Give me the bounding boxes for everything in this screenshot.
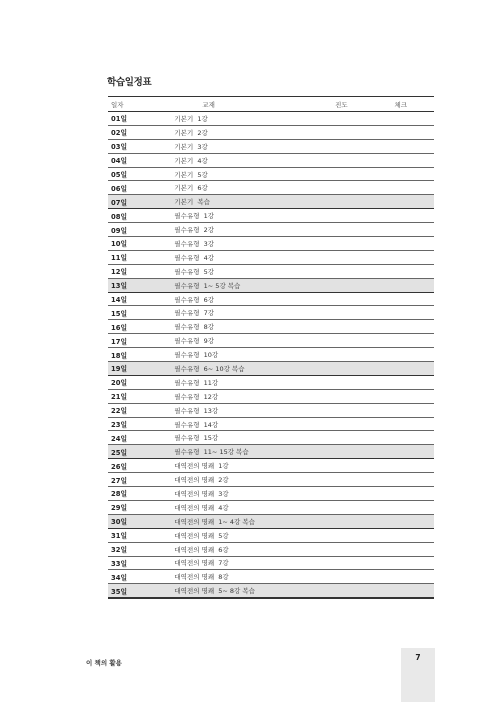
table-row bbox=[108, 195, 434, 209]
row-day: 20일 bbox=[111, 379, 128, 388]
footer-section-label: 이 책의 활용 bbox=[86, 659, 122, 667]
row-day: 15일 bbox=[111, 309, 128, 318]
row-textbook: 대역전의 명쾌 7강 bbox=[174, 559, 229, 568]
table-row bbox=[108, 515, 434, 529]
table-row bbox=[108, 570, 434, 584]
table-row bbox=[108, 431, 434, 445]
row-day: 06일 bbox=[111, 184, 128, 193]
page-number: 7 bbox=[415, 653, 421, 662]
row-day: 18일 bbox=[111, 351, 128, 360]
table-row bbox=[108, 348, 434, 362]
table-row bbox=[108, 390, 434, 404]
row-day: 16일 bbox=[111, 323, 128, 332]
row-textbook: 대역전의 명쾌 3강 bbox=[174, 489, 229, 498]
row-day: 27일 bbox=[111, 476, 128, 485]
row-textbook: 필수유형 7강 bbox=[174, 309, 215, 318]
row-textbook: 대역전의 명쾌 8강 bbox=[174, 573, 229, 582]
row-textbook: 필수유형 3강 bbox=[174, 239, 215, 248]
row-textbook: 기본기 5강 bbox=[174, 170, 208, 179]
page-tab bbox=[401, 648, 435, 702]
row-textbook: 필수유형 13강 bbox=[174, 406, 219, 415]
row-day: 08일 bbox=[111, 212, 128, 221]
row-textbook: 필수유형 8강 bbox=[174, 323, 215, 332]
row-day: 04일 bbox=[111, 157, 128, 166]
row-textbook: 필수유형 6강 bbox=[174, 295, 215, 304]
row-day: 21일 bbox=[111, 393, 128, 402]
row-textbook: 필수유형 14강 bbox=[174, 420, 219, 429]
row-textbook: 대역전의 명쾌 1강 bbox=[174, 462, 229, 471]
row-textbook: 기본기 4강 bbox=[174, 156, 208, 165]
row-textbook: 필수유형 1~ 5강 복습 bbox=[174, 281, 241, 290]
row-day: 25일 bbox=[111, 448, 128, 457]
row-textbook: 필수유형 4강 bbox=[174, 253, 215, 262]
row-textbook: 대역전의 명쾌 5~ 8강 복습 bbox=[174, 587, 255, 596]
table-row bbox=[108, 543, 434, 557]
row-textbook: 기본기 3강 bbox=[174, 142, 208, 151]
table-row bbox=[108, 265, 434, 279]
row-textbook: 대역전의 명쾌 4강 bbox=[174, 503, 229, 512]
row-day: 30일 bbox=[111, 518, 128, 527]
table-row bbox=[108, 459, 434, 473]
row-day: 14일 bbox=[111, 296, 128, 305]
table-row bbox=[108, 404, 434, 418]
row-day: 11일 bbox=[111, 254, 128, 263]
table-row bbox=[108, 557, 434, 571]
row-textbook: 필수유형 11강 bbox=[174, 378, 219, 387]
row-textbook: 필수유형 12강 bbox=[174, 392, 219, 401]
row-textbook: 대역전의 명쾌 5강 bbox=[174, 531, 229, 540]
row-day: 17일 bbox=[111, 337, 128, 346]
row-day: 05일 bbox=[111, 171, 128, 179]
table-row bbox=[108, 237, 434, 251]
page-title: 학습일정표 bbox=[107, 77, 152, 88]
row-day: 32일 bbox=[111, 546, 128, 555]
table-row bbox=[108, 223, 434, 237]
row-textbook: 필수유형 11~ 15강 복습 bbox=[174, 448, 249, 457]
row-textbook: 필수유형 5강 bbox=[174, 267, 215, 276]
table-row bbox=[108, 320, 434, 334]
row-day: 28일 bbox=[111, 490, 128, 499]
table-row bbox=[108, 168, 434, 182]
row-textbook: 대역전의 명쾌 2강 bbox=[174, 476, 229, 485]
table-row bbox=[108, 251, 434, 265]
table-body bbox=[108, 112, 434, 598]
table-row bbox=[108, 487, 434, 501]
row-day: 19일 bbox=[111, 365, 128, 374]
header-progress: 진도 bbox=[335, 100, 348, 109]
table-row bbox=[108, 112, 434, 126]
row-day: 09일 bbox=[111, 226, 128, 235]
row-day: 22일 bbox=[111, 407, 128, 416]
table-row bbox=[108, 362, 434, 376]
table-row bbox=[108, 181, 434, 195]
row-day: 23일 bbox=[111, 421, 128, 430]
table-row bbox=[108, 140, 434, 154]
table-row bbox=[108, 154, 434, 168]
row-day: 31일 bbox=[111, 532, 128, 541]
row-day: 01일 bbox=[111, 115, 128, 124]
row-textbook: 대역전의 명쾌 6강 bbox=[174, 545, 229, 554]
row-day: 26일 bbox=[111, 462, 128, 471]
row-textbook: 필수유형 2강 bbox=[174, 226, 215, 235]
row-day: 07일 bbox=[111, 198, 128, 207]
table-row bbox=[108, 334, 434, 348]
table-row bbox=[108, 376, 434, 390]
table-row bbox=[108, 126, 434, 140]
row-day: 13일 bbox=[111, 282, 128, 291]
header-textbook: 교재 bbox=[202, 100, 215, 109]
header-check: 체크 bbox=[394, 100, 407, 109]
table-row bbox=[108, 209, 434, 223]
row-day: 24일 bbox=[111, 434, 128, 443]
table-row bbox=[108, 418, 434, 432]
row-textbook: 필수유형 9강 bbox=[174, 337, 215, 346]
row-textbook: 필수유형 1강 bbox=[174, 212, 215, 221]
table-row bbox=[108, 445, 434, 459]
table-row bbox=[108, 501, 434, 515]
row-day: 12일 bbox=[111, 268, 128, 277]
row-day: 03일 bbox=[111, 143, 128, 152]
row-day: 35일 bbox=[111, 587, 128, 596]
table-row bbox=[108, 279, 434, 293]
row-textbook: 기본기 6강 bbox=[174, 184, 208, 193]
table-row bbox=[108, 306, 434, 320]
row-textbook: 기본기 1강 bbox=[174, 114, 208, 123]
row-textbook: 기본기 2강 bbox=[174, 128, 208, 137]
row-textbook: 기본기 복습 bbox=[174, 198, 210, 207]
row-day: 33일 bbox=[111, 559, 128, 568]
row-textbook: 필수유형 15강 bbox=[174, 434, 219, 443]
table-row bbox=[108, 293, 434, 307]
row-day: 34일 bbox=[111, 573, 128, 582]
study-schedule-table bbox=[108, 96, 434, 599]
row-day: 29일 bbox=[111, 504, 128, 513]
header-day: 일자 bbox=[111, 100, 124, 109]
row-day: 02일 bbox=[111, 129, 128, 138]
row-day: 10일 bbox=[111, 240, 128, 249]
row-textbook: 대역전의 명쾌 1~ 4강 복습 bbox=[174, 517, 255, 526]
table-row bbox=[108, 584, 434, 598]
table-row bbox=[108, 529, 434, 543]
row-textbook: 필수유형 6~ 10강 복습 bbox=[174, 364, 245, 373]
row-textbook: 필수유형 10강 bbox=[174, 351, 219, 360]
table-row bbox=[108, 473, 434, 487]
table-header bbox=[108, 97, 434, 112]
